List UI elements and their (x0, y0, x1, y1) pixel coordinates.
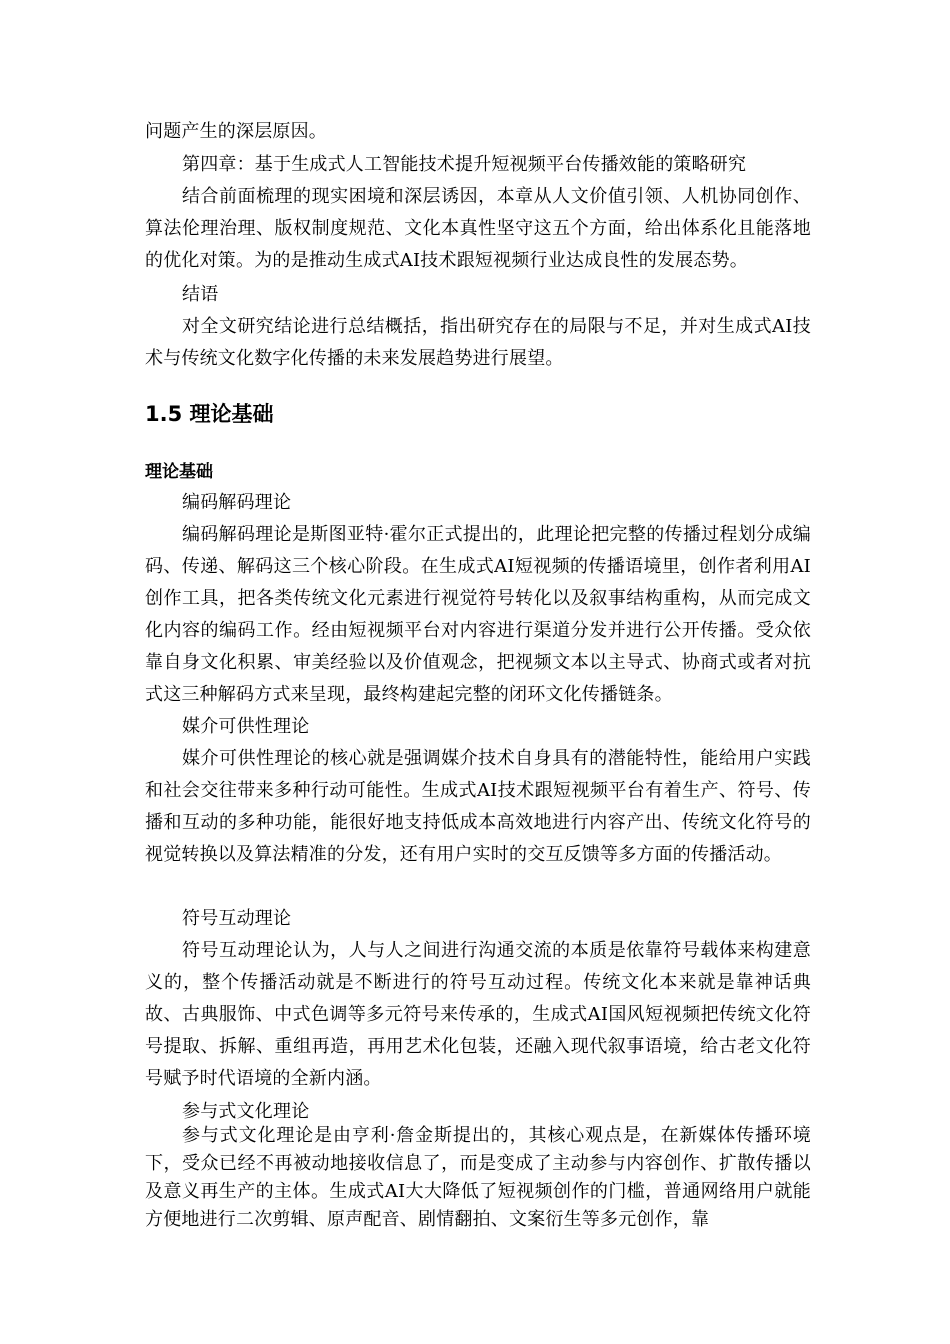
paragraph-intro-end: 问题产生的深层原因。 (145, 121, 327, 142)
subsection-heading: 理论基础 (145, 462, 213, 482)
theory-title-participatory: 参与式文化理论 (182, 1101, 310, 1122)
theory-body-affordance: 媒介可供性理论的核心就是强调媒介技术自身具有的潜能特性，能给用户实践和社会交往带来多种行动可能性。生成式AI技术跟短视频平台有着生产、符号、传播和互动的多种功能，能很好地支持低成本高效地进行内容产出、传统文化符号的视觉转换以及算法精准的分发，还有用户实时的交互反馈等多方面的传播活动。 (145, 748, 811, 865)
theory-body-encoding: 编码解码理论是斯图亚特·霍尔正式提出的，此理论把完整的传播过程划分成编码、传递、解码这三个核心阶段。在生成式AI短视频的传播语境里，创作者利用AI创作工具，把各类传统文化元素进行视觉符号转化以及叙事结构重构，从而完成文化内容的编码工作。经由短视频平台对内容进行渠道分发并进行公开传播。受众依靠自身文化积累、审美经验以及价值观念，把视频文本以主导式、协商式或者对抗式这三种解码方式来呈现，最终构建起完整的闭环文化传播链条。 (145, 524, 811, 705)
theory-title-symbolic: 符号互动理论 (182, 908, 292, 929)
theory-title-encoding: 编码解码理论 (182, 492, 292, 513)
chapter-four-summary: 结合前面梳理的现实困境和深层诱因，本章从人文价值引领、人机协同创作、算法伦理治理、版权制度规范、文化本真性坚守这五个方面，给出体系化且能落地的优化对策。为的是推动生成式AI技术跟短视频行业达成良性的发展态势。 (145, 186, 811, 271)
conclusion-summary: 对全文研究结论进行总结概括，指出研究存在的局限与不足，并对生成式AI技术与传统文化数字化传播的未来发展趋势进行展望。 (145, 316, 811, 369)
theory-title-affordance: 媒介可供性理论 (182, 716, 310, 737)
theory-body-symbolic: 符号互动理论认为，人与人之间进行沟通交流的本质是依靠符号载体来构建意义的，整个传播活动就是不断进行的符号互动过程。传统文化本来就是靠神话典故、古典服饰、中式色调等多元符号来传承的，生成式AI国风短视频把传统文化符号提取、拆解、重组再造，再用艺术化包装，还融入现代叙事语境，给古老文化符号赋予时代语境的全新内涵。 (145, 940, 811, 1089)
theory-body-participatory: 参与式文化理论是由亨利·詹金斯提出的，其核心观点是，在新媒体传播环境下，受众已经不再被动地接收信息了，而是变成了主动参与内容创作、扩散传播以及意义再生产的主体。生成式AI大大降低了短视频创作的门槛，普通网络用户就能方便地进行二次剪辑、原声配音、剧情翻拍、文案衍生等多元创作，靠 (145, 1125, 811, 1230)
section-heading: 1.5 理论基础 (145, 402, 274, 426)
chapter-four-title: 第四章：基于生成式人工智能技术提升短视频平台传播效能的策略研究 (182, 154, 747, 175)
conclusion-title: 结语 (182, 284, 219, 305)
